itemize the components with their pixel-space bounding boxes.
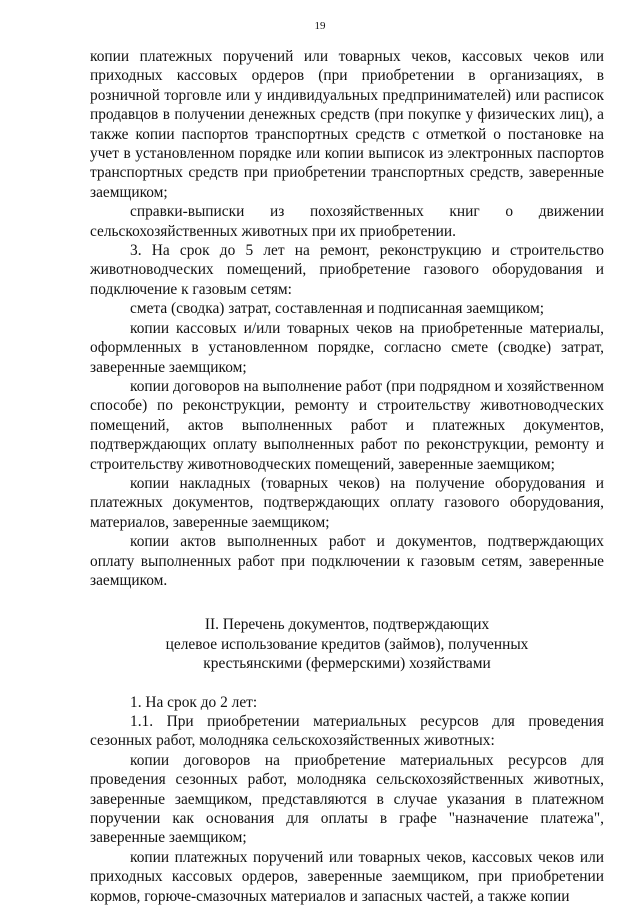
paragraph: 1.1. При приобретении материальных ресурсов для проведения сезонных работ, молодняка сельскохозяйственных животных: [90, 713, 604, 750]
paragraph: 1. На срок до 2 лет: [130, 693, 258, 711]
paragraph: смета (сводка) затрат, составленная и подписанная заемщиком; [130, 300, 544, 318]
section-heading-line: крестьянскими (фермерскими) хозяйствами [203, 655, 491, 673]
page-number: 19 [314, 20, 326, 32]
document-body [90, 47, 604, 906]
paragraph: копии кассовых и/или товарных чеков на приобретенные материалы, оформленных в установленном порядке, согласно смете (сводке) затрат, заверенные заемщиком; [90, 319, 604, 376]
paragraph: справки-выписки из похозяйственных книг о движении сельскохозяйственных животных при их приобретении. [90, 203, 604, 240]
section-heading [90, 615, 604, 673]
paragraph: копии накладных (товарных чеков) на получение оборудования и платежных документов, подтверждающих оплату газового оборудования, материалов, заверенные заемщиком; [90, 474, 604, 531]
paragraph: копии платежных поручений или товарных чеков, кассовых чеков или приходных кассовых ордеров, заверенные заемщиком, при приобретении кормов, горюче-смазочных материалов и запасных частей, а также копии [90, 848, 604, 905]
section-heading-line: II. Перечень документов, подтверждающих [204, 616, 490, 634]
paragraph: копии актов выполненных работ и документов, подтверждающих оплату выполненных работ при подключении к газовым сетям, заверенные заемщиком. [90, 533, 604, 589]
paragraph: копии договоров на приобретение материальных ресурсов для проведения сезонных работ, молодняка сельскохозяйственных животных, заверенные заемщиком, представляются в случае указания в платежном поручении как основания для оплаты в графе "назначение платежа", заверенные заемщиком; [90, 751, 604, 847]
paragraph: копии договоров на выполнение работ (при подрядном и хозяйственном способе) по реконструкции, ремонту и строительству животноводческих помещений, актов выполненных работ и платежных документов, подтверждающих оплату выполненных работ по реконструкции, ремонту и строительству животноводческих помещений, заверенные заемщиком; [90, 377, 604, 473]
section-heading-line: целевое использование кредитов (займов), полученных [165, 635, 529, 653]
paragraph: 3. На срок до 5 лет на ремонт, реконструкцию и строительство животноводческих помещений, приобретение газового оборудования и подключение к газовым сетям: [90, 242, 604, 298]
paragraph: копии платежных поручений или товарных чеков, кассовых чеков или приходных кассовых ордеров (при приобретении в организациях, в розничной торговле или у индивидуальных предпринимателей) или расписок продавцов в получении денежных средств (при покупке у физических лиц), а также копии паспортов транспортных средств с отметкой о постановке на учет в установленном порядке или копии выписок из электронных паспортов транспортных средств при приобретении транспортных средств, заверенные заемщиком; [90, 48, 604, 201]
